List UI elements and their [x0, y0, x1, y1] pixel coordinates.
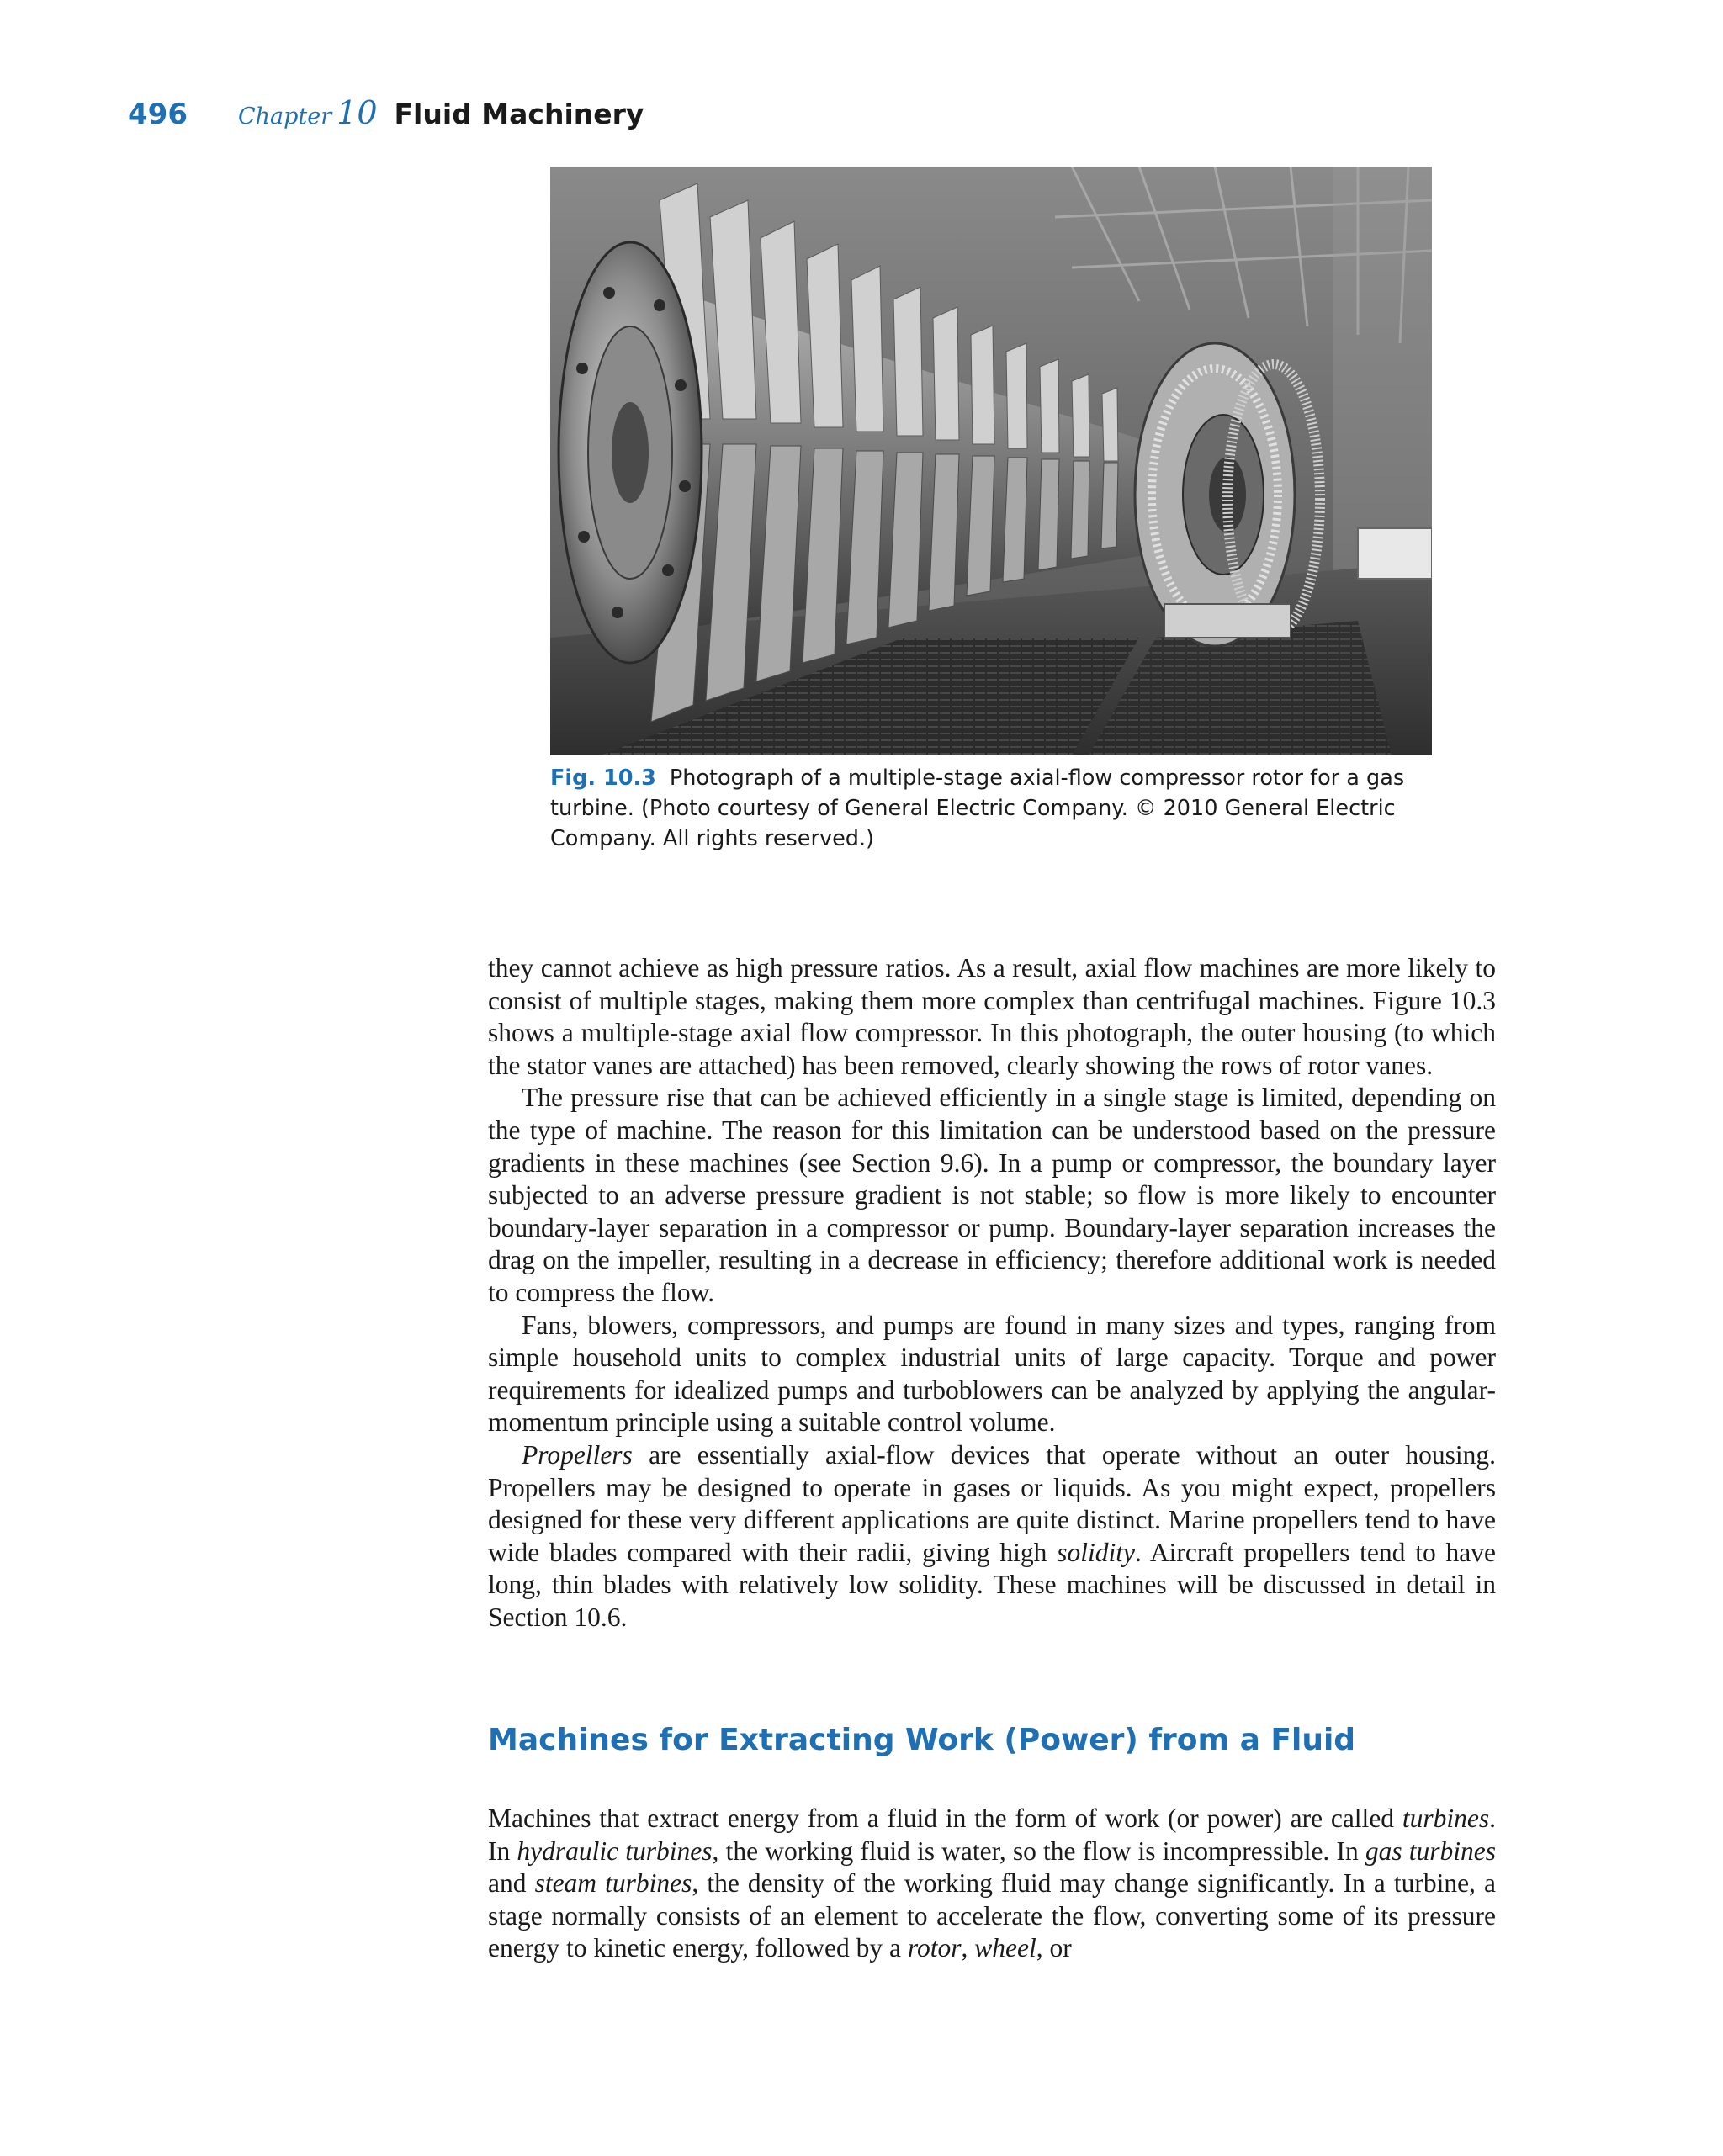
section-text-7: , or: [1036, 1933, 1072, 1963]
figure-caption: [550, 763, 1442, 854]
paragraph-4-text-b: . Aircraft propellers tend to have long, thin blades with relatively low solidity. These machines will be discussed in detail in Section 10.6.: [488, 1537, 1496, 1632]
term-propellers: Propellers: [522, 1439, 633, 1470]
section-text-1: Machines that extract energy from a fluid in the form of work (or power) are called: [488, 1804, 1402, 1833]
compressor-rotor-illustration: [550, 167, 1432, 755]
section-text-4: and: [488, 1868, 535, 1899]
section-heading: Machines for Extracting Work (Power) from a Fluid: [488, 1723, 1356, 1757]
chapter-title: Fluid Machinery: [394, 98, 644, 130]
page-number: 496: [128, 98, 188, 131]
term-solidity: solidity: [1057, 1537, 1135, 1567]
section-text-5: , the density of the working fluid may change significantly. In a turbine, a stage normally consists of an element to accelerate the flow, converting some of its pressure energy to kinetic energy, followed by a: [488, 1868, 1496, 1963]
figure-caption-text: Photograph of a multiple-stage axial-flow compressor rotor for a gas turbine. (Photo courtesy of General Electric Company. © 2010 General Electric Company. All rights reserved.): [550, 765, 1405, 851]
term-rotor: rotor: [907, 1933, 962, 1963]
term-turbines: turbines: [1402, 1804, 1490, 1833]
chapter-number: 10: [337, 94, 378, 131]
paragraph-3: Fans, blowers, compressors, and pumps are found in many sizes and types, ranging from simple household units to complex industrial units of large capacity. Torque and power requirements for idealized pumps and turboblowers can be analyzed by applying the angular-momentum principle using a suitable control volume.: [488, 1310, 1496, 1438]
term-steam-turbines: steam turbines: [534, 1868, 692, 1899]
section-text-6: ,: [961, 1933, 975, 1963]
paragraph-1: they cannot achieve as high pressure ratios. As a result, axial flow machines are more likely to consist of multiple stages, making them more complex than centrifugal machines. Figure 10.3 shows a multiple-stage axial flow compressor. In this photograph, the outer housing (to which the stator vanes are attached) has been removed, clearly showing the rows of rotor vanes.: [488, 953, 1496, 1080]
section-body: [488, 1803, 1496, 1965]
running-head: [128, 94, 644, 141]
paragraph-4: [488, 1439, 1496, 1634]
paragraph-4-text-a: are essentially axial-flow devices that operate without an outer housing. Propellers may be designed to operate in gases or liquids. As you might expect, propellers designed for these very different applications are quite distinct. Marine propellers tend to have wide blades compared with their radii, giving high: [488, 1439, 1496, 1567]
paragraph-2: The pressure rise that can be achieved efficiently in a single stage is limited, depending on the type of machine. The reason for this limitation can be understood based on the pressure gradients in these machines (see Section 9.6). In a pump or compressor, the boundary layer subjected to an adverse pressure gradient is not stable; so flow is more likely to encounter boundary-layer separation in a compressor or pump. Boundary-layer separation increases the drag on the impeller, resulting in a decrease in efficiency; therefore additional work is needed to compress the flow.: [488, 1083, 1496, 1307]
term-gas-turbines: gas turbines: [1365, 1836, 1497, 1866]
term-wheel: wheel: [974, 1933, 1036, 1963]
compressor-rotor-photo: [550, 167, 1432, 755]
term-hydraulic-turbines: hydraulic turbines: [517, 1836, 713, 1866]
section-paragraph-1: [488, 1803, 1496, 1965]
section-text-3: , the working fluid is water, so the flow is incompressible. In: [712, 1836, 1365, 1866]
section-text-2: . In: [488, 1804, 1496, 1866]
figure-label: Fig. 10.3: [550, 765, 656, 791]
chapter-label: Chapter: [237, 103, 332, 130]
body-text: [488, 952, 1496, 1634]
